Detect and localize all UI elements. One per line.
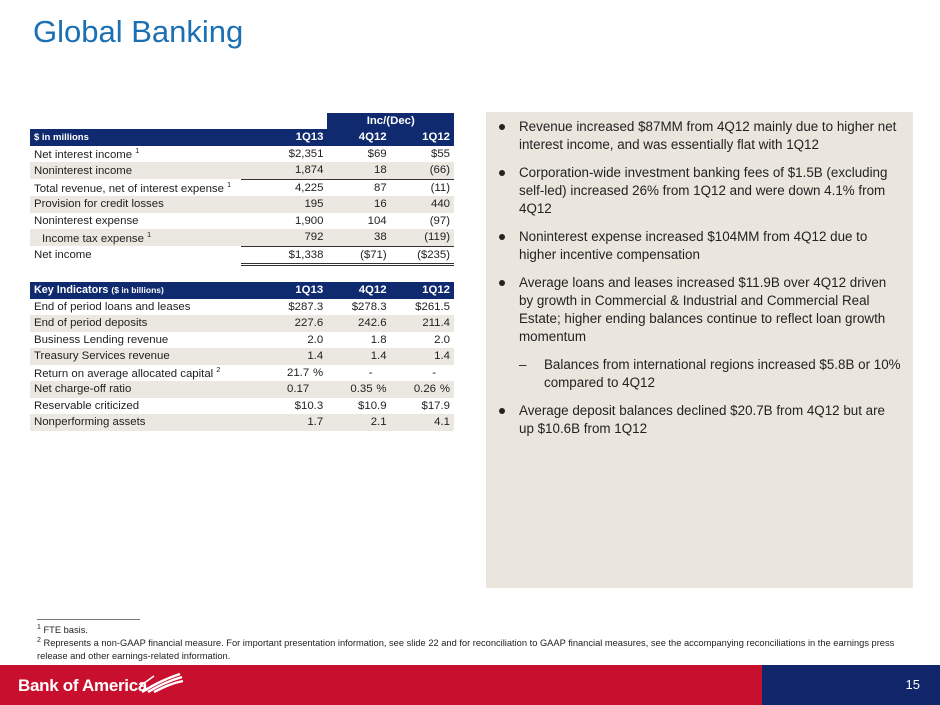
- row-value: $55: [430, 147, 450, 160]
- dash-icon: –: [519, 357, 527, 372]
- table-row: [30, 299, 454, 316]
- row-value: (97): [429, 214, 450, 227]
- row-label: Net charge-off ratio: [30, 381, 241, 398]
- table-header-row: [30, 129, 454, 146]
- row-value: 1.4: [327, 348, 390, 365]
- row-value: 4.1: [391, 414, 454, 431]
- row-value: 211.4: [391, 315, 454, 332]
- row-label: Noninterest expense: [34, 214, 139, 227]
- commentary-panel: [486, 112, 913, 588]
- financials-table: [30, 113, 454, 266]
- row-value: $261.5: [415, 300, 450, 313]
- row-value: $17.9: [421, 399, 450, 412]
- row-label: Business Lending revenue: [34, 333, 169, 346]
- table-row: [30, 381, 454, 398]
- bullet-item: Corporation-wide investment banking fees of $1.5B (excluding self-led) increased 26% from 1Q12 and were down 4.1% from 4Q12: [496, 164, 903, 218]
- row-value: 242.6: [327, 315, 390, 332]
- bullet-icon: [499, 280, 505, 286]
- row-value: 1.4: [241, 348, 328, 365]
- col-1q13: 1Q13: [241, 129, 328, 146]
- bank-logo-text: Bank of America: [18, 676, 148, 695]
- footer-navy-block: [762, 665, 940, 705]
- row-label: End of period loans and leases: [34, 300, 191, 313]
- bullet-icon: [499, 170, 505, 176]
- row-value: ($71): [327, 246, 390, 265]
- col-1q12: 1Q12: [391, 129, 454, 146]
- table-header-row: [30, 282, 454, 299]
- row-label: Net income: [34, 249, 92, 262]
- row-label: Total revenue, net of interest expense $^1$: [34, 180, 232, 195]
- row-value: 4,225: [294, 181, 324, 194]
- table-row: [30, 196, 454, 213]
- table-row: [30, 213, 454, 230]
- row-value: 2.1: [327, 414, 390, 431]
- row-value: 1.7: [241, 414, 328, 431]
- row-value: 195: [241, 196, 328, 213]
- row-label: Treasury Services revenue: [30, 348, 241, 365]
- row-value: 440: [391, 196, 454, 213]
- bullet-icon: [499, 408, 505, 414]
- row-value: $10.9: [358, 399, 387, 412]
- key-indicators-label: Key Indicators ($ in billions): [30, 282, 241, 299]
- table-row: [30, 146, 454, 163]
- group-header-row: [30, 113, 454, 129]
- table-row: [30, 332, 454, 349]
- row-value: 87: [373, 181, 387, 194]
- bullet-item: Noninterest expense increased $104MM from 4Q12 due to higher incentive compensation: [496, 228, 903, 264]
- row-value: 0.26 %: [391, 381, 454, 398]
- page-title: Global Banking: [33, 14, 244, 49]
- row-label: Reservable criticized: [34, 399, 140, 412]
- bullet-item: Average loans and leases increased $11.9B over 4Q12 driven by growth in Commercial & Industrial and Commercial Real Estate; higher ending balances continue to reflect loan growth momentum: [496, 274, 903, 346]
- table-row: [30, 179, 454, 196]
- row-value: 792: [241, 229, 328, 246]
- row-value: 1,900: [294, 214, 324, 227]
- row-value: (66): [391, 162, 454, 179]
- table-row: [30, 315, 454, 332]
- row-value: ($235): [391, 246, 454, 265]
- bullet-item: Revenue increased $87MM from 4Q12 mainly due to higher net interest income, and was essentially flat with 1Q12: [496, 118, 903, 154]
- row-value: 2.0: [307, 333, 324, 346]
- row-value: $10.3: [294, 399, 324, 412]
- commentary-list: [486, 112, 913, 438]
- row-label: Return on average allocated capital $^2$: [34, 365, 221, 381]
- row-value: $287.3: [288, 300, 324, 313]
- units-label: $ in millions: [30, 129, 241, 146]
- key-indicators-table: [30, 282, 454, 431]
- table-row: [30, 246, 454, 265]
- row-value: $278.3: [351, 300, 387, 313]
- row-value: (11): [430, 181, 450, 194]
- inc-dec-header: Inc/(Dec): [327, 113, 454, 129]
- table-row: [30, 162, 454, 179]
- footnote-2: $^2$ Represents a non-GAAP financial measure. For important presentation information, see slide 22 and for reconciliation to GAAP financial measures, see the accompanying reconciliations in the earnings press release and other earnings-related information.: [37, 637, 895, 661]
- row-label: Noninterest income: [30, 162, 241, 179]
- row-value: 38: [327, 229, 390, 246]
- row-label: Net interest income $^1$: [34, 146, 140, 162]
- row-value: (119): [391, 229, 454, 246]
- col-1q12: 1Q12: [391, 282, 454, 299]
- row-label: End of period deposits: [30, 315, 241, 332]
- table-row: [30, 229, 454, 246]
- row-value: 16: [327, 196, 390, 213]
- row-value: 104: [367, 214, 387, 227]
- row-value: 0.17: [241, 381, 328, 398]
- table-row: [30, 365, 454, 382]
- footer-bar: [0, 665, 940, 705]
- row-label: Income tax expense $^1$: [30, 229, 241, 246]
- row-value: $69: [367, 147, 387, 160]
- table-row: [30, 348, 454, 365]
- footnote-divider: [37, 619, 140, 620]
- row-label: Nonperforming assets: [30, 414, 241, 431]
- row-value: 227.6: [241, 315, 328, 332]
- table-row: [30, 398, 454, 415]
- row-value: 1,874: [241, 162, 328, 179]
- flag-logo-icon: [140, 672, 184, 694]
- row-value: 2.0: [434, 333, 450, 346]
- row-value: 1.4: [391, 348, 454, 365]
- row-value: 0.35 %: [327, 381, 390, 398]
- row-value: -: [368, 366, 373, 379]
- row-value: $1,338: [241, 246, 328, 265]
- row-value: 21.7 %: [287, 366, 324, 379]
- bullet-icon: [499, 124, 505, 130]
- row-value: -: [432, 366, 436, 379]
- bullet-item: Average deposit balances declined $20.7B from 4Q12 but are up $10.6B from 1Q12: [496, 402, 903, 438]
- sub-bullet-item: – Balances from international regions increased $5.8B or 10% compared to 4Q12: [519, 357, 901, 390]
- row-label: Provision for credit losses: [30, 196, 241, 213]
- col-4q12: 4Q12: [327, 282, 390, 299]
- col-1q13: 1Q13: [241, 282, 328, 299]
- col-4q12: 4Q12: [327, 129, 390, 146]
- page-number: 15: [905, 677, 920, 692]
- footnote-1: $^1$ FTE basis.: [37, 624, 88, 636]
- row-value: $2,351: [288, 147, 324, 160]
- table-row: [30, 414, 454, 431]
- row-value: 1.8: [370, 333, 387, 346]
- bullet-icon: [499, 234, 505, 240]
- row-value: 18: [327, 162, 390, 179]
